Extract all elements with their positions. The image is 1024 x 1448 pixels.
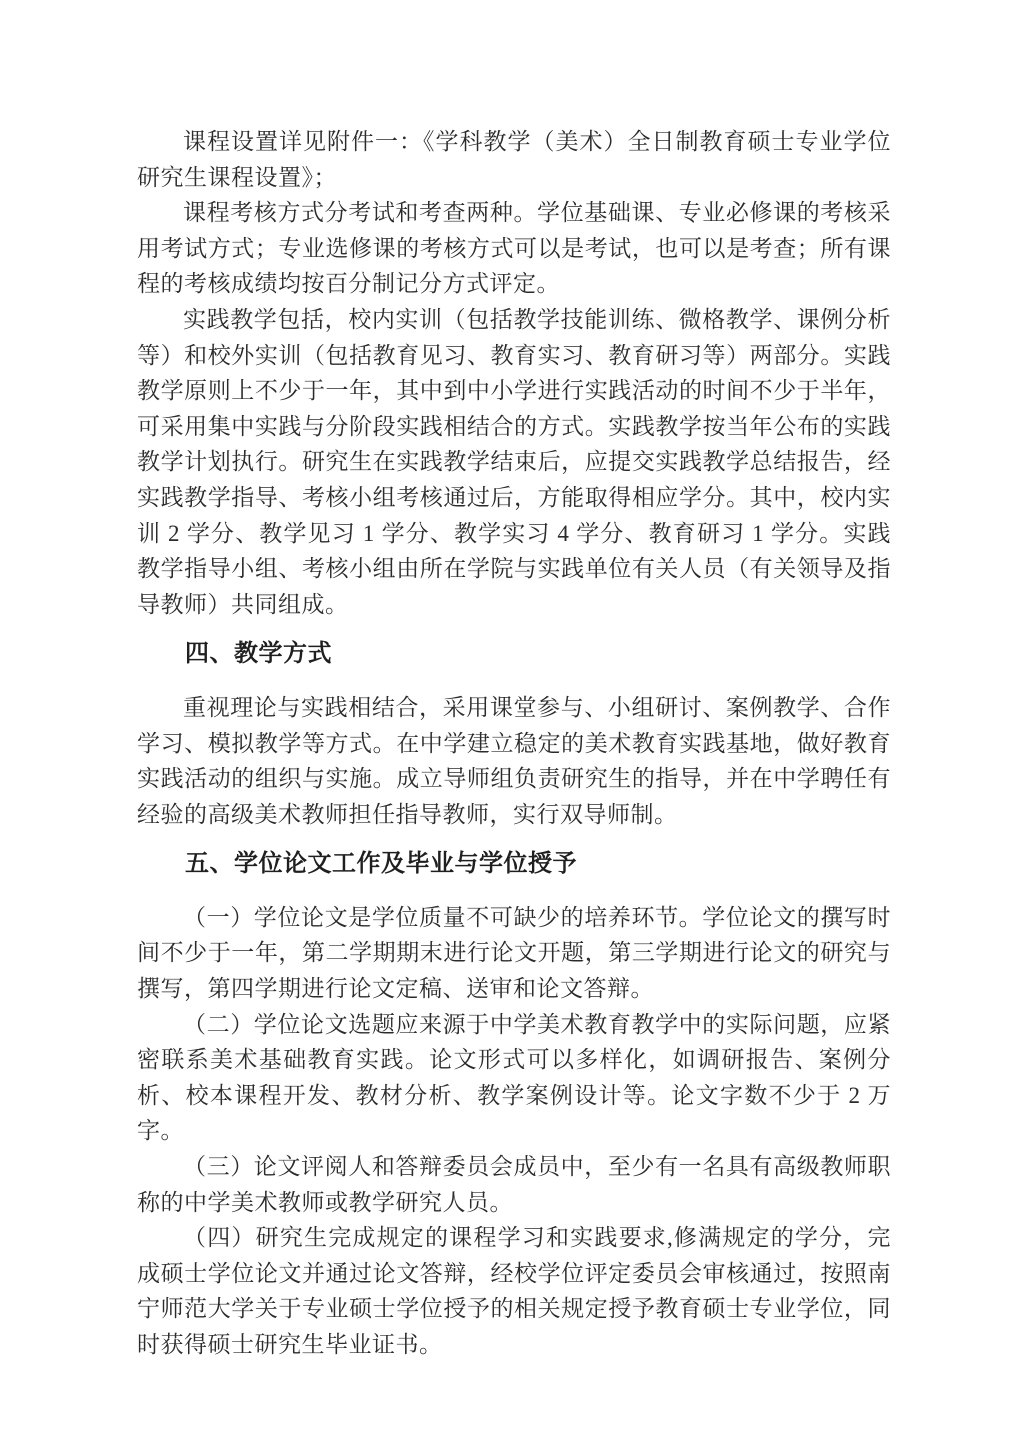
paragraph-thesis-item-3: （三）论文评阅人和答辩委员会成员中，至少有一名具有高级教师职称的中学美术教师或教学研究人员。: [137, 1154, 891, 1215]
paragraph-thesis-item-4: （四）研究生完成规定的课程学习和实践要求,修满规定的学分，完成硕士学位论文并通过论文答辩，经校学位评定委员会审核通过，按照南宁师范大学关于专业硕士学位授予的相关规定授予教育硕士专业学位，同时获得硕士研究生毕业证书。: [137, 1225, 891, 1357]
paragraph-course-setup-attachment: 课程设置详见附件一：《学科教学（美术）全日制教育硕士专业学位研究生课程设置》；: [137, 129, 891, 190]
paragraph-thesis-item-2: （二）学位论文选题应来源于中学美术教育教学中的实际问题，应紧密联系美术基础教育实践。论文形式可以多样化，如调研报告、案例分析、校本课程开发、教材分析、教学案例设计等。论文字数不少于 2 万字。: [137, 1011, 891, 1144]
paragraph-thesis-item-1: （一）学位论文是学位质量不可缺少的培养环节。学位论文的撰写时间不少于一年，第二学期期末进行论文开题，第三学期进行论文的研究与撰写，第四学期进行论文定稿、送审和论文答辩。: [137, 904, 891, 1002]
paragraph-practice-teaching: 实践教学包括，校内实训（包括教学技能训练、微格教学、课例分析等）和校外实训（包括教育见习、教育实习、教育研习等）两部分。实践教学原则上不少于一年，其中到中小学进行实践活动的时间不少于半年，可采用集中实践与分阶段实践相结合的方式。实践教学按当年公布的实践教学计划执行。研究生在实践教学结束后，应提交实践教学总结报告，经实践教学指导、考核小组考核通过后，方能取得相应学分。其中，校内实训 2 学分、教学见习 1 学分、教学实习 4 学分、教育研习 1 学分。实践教学指导小组、考核小组由所在学院与实践单位有关人员（有关领导及指导教师）共同组成。: [137, 306, 891, 617]
heading-section-4-teaching-methods: 四、教学方式: [185, 641, 332, 668]
heading-section-5-thesis-and-degree: 五、学位论文工作及毕业与学位授予: [185, 851, 577, 878]
paragraph-teaching-methods: 重视理论与实践相结合，采用课堂参与、小组研讨、案例教学、合作学习、模拟教学等方式。在中学建立稳定的美术教育实践基地，做好教育实践活动的组织与实施。成立导师组负责研究生的指导，并在中学聘任有经验的高级美术教师担任指导教师，实行双导师制。: [137, 694, 891, 827]
paragraph-course-assessment: 课程考核方式分考试和考查两种。学位基础课、专业必修课的考核采用考试方式；专业选修课的考核方式可以是考试，也可以是考查；所有课程的考核成绩均按百分制记分方式评定。: [137, 200, 891, 297]
